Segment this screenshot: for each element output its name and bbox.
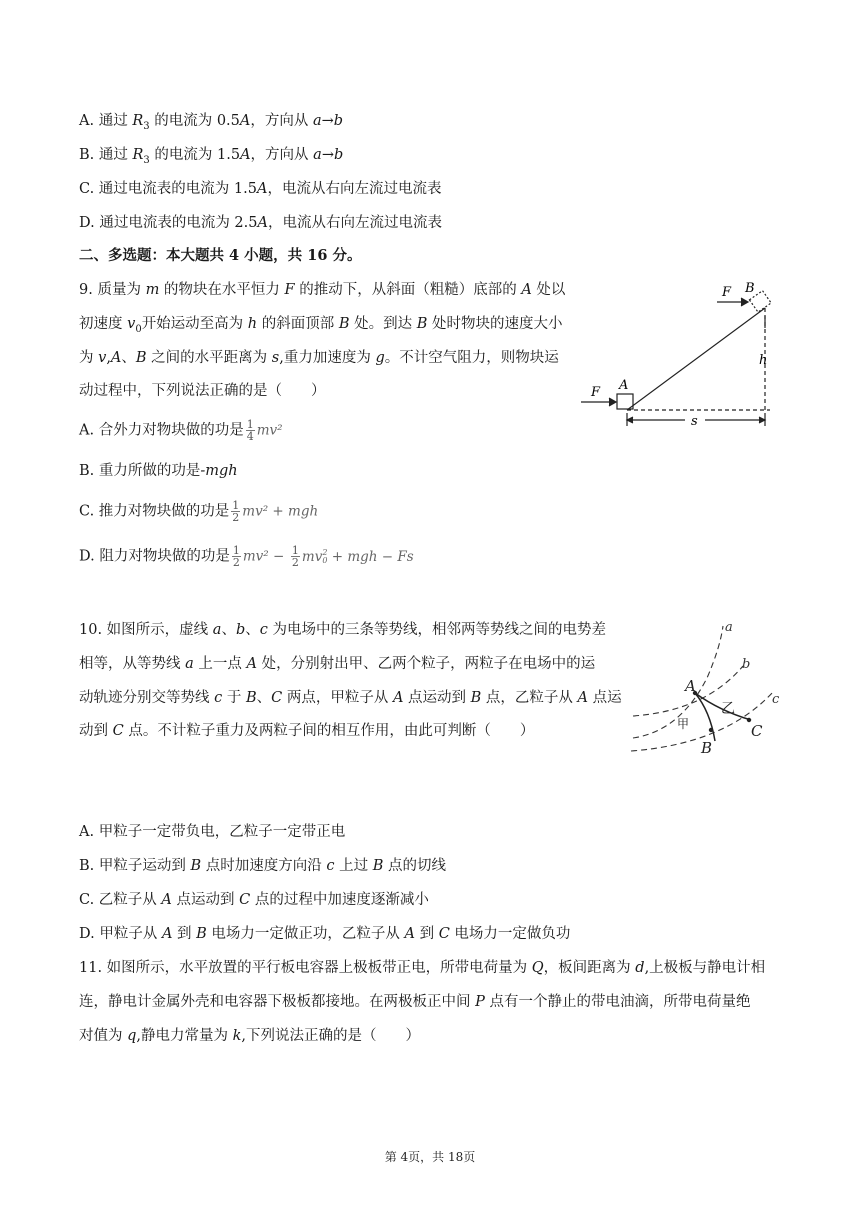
page-footer: 第 4页，共 18页 bbox=[384, 1150, 476, 1164]
q11-stem-line2: 连，静电计金属外壳和电容器下极板都接地。在两极板正中间 P 点有一个静止的带电油滴，所带电荷量绝 bbox=[79, 994, 751, 1010]
q10-option-d: D. 甲粒子从 A 到 B 电场力一定做正功，乙粒子从 A 到 C 电场力一定做负功 bbox=[79, 926, 571, 942]
q10-option-a: A. 甲粒子一定带负电，乙粒子一定带正电 bbox=[79, 824, 346, 840]
incline-surface bbox=[627, 308, 768, 410]
q9-option-d: D. 阻力对物块做的功是 $\frac{1}{2}$ mv² − $\frac{1}{2}$ mv 2 0 + mgh − Fs bbox=[79, 544, 414, 569]
q10-stem-line3: 动轨迹分别交等势线 c 于 B、C 两点，甲粒子从 A 点运动到 B 点，乙粒子从 A 点运 bbox=[79, 690, 622, 706]
force-arrowhead-top bbox=[741, 298, 748, 306]
force-arrowhead-bottom bbox=[609, 398, 616, 406]
q10-stem-line2: 相等，从等势线 a 上一点 A 处，分别射出甲、乙两个粒子，两粒子在电场中的运 bbox=[79, 656, 596, 672]
label-f-bottom: F bbox=[591, 385, 601, 400]
label-line-a: a bbox=[725, 620, 733, 635]
point-b bbox=[709, 728, 713, 732]
q9-stem-line3: 为 v,A、B 之间的水平距离为 s,重力加速度为 g。不计空气阻力，则物块运 bbox=[79, 350, 559, 366]
q8-option-b: B. 通过 $R_3$ 的电流为 1.5A，方向从 a→b bbox=[79, 147, 344, 166]
q9-option-c: C. 推力对物块做的功是 $\frac{1}{2}$ mv² + mgh bbox=[79, 499, 319, 524]
label-a: A bbox=[619, 378, 629, 393]
label-yi: 乙 bbox=[721, 701, 735, 717]
q9-stem-line2: 初速度 $v_0$开始运动至高为 h 的斜面顶部 B 处。到达 B 处时物块的速度大小 bbox=[79, 316, 563, 335]
q11-stem-line1: 11. 如图所示，水平放置的平行板电容器上极板带正电，所带电荷量为 Q，板间距离为 d,上极板与静电计相 bbox=[79, 960, 766, 976]
q8-option-d: D. 通过电流表的电流为 2.5A，电流从右向左流过电流表 bbox=[79, 215, 442, 231]
q9-option-b: B. 重力所做的功是-mgh bbox=[79, 463, 238, 479]
label-line-b: b bbox=[742, 657, 751, 672]
label-point-b: B bbox=[701, 739, 713, 757]
q8-option-c: C. 通过电流表的电流为 1.5A，电流从右向左流过电流表 bbox=[79, 181, 442, 197]
label-f-top: F bbox=[722, 285, 732, 300]
label-s: s bbox=[691, 414, 698, 429]
q10-option-b: B. 甲粒子运动到 B 点时加速度方向沿 c 上过 B 点的切线 bbox=[79, 858, 446, 874]
section-title: 二、多选题：本大题共 4 小题，共 16 分。 bbox=[79, 247, 362, 264]
label-jia: 甲 bbox=[677, 717, 690, 731]
label-b: B bbox=[745, 281, 755, 296]
q9-option-a: A. 合外力对物块做的功是 $\frac{1}{4}$ mv² bbox=[79, 418, 283, 443]
label-point-a: A bbox=[685, 677, 696, 695]
equipotential-diagram bbox=[625, 616, 785, 762]
q8-option-a: A. 通过 $R_3$ 的电流为 0.5A，方向从 a→b bbox=[79, 113, 344, 132]
incline-diagram bbox=[575, 276, 775, 432]
label-line-c: c bbox=[772, 692, 780, 707]
label-h: h bbox=[759, 353, 768, 368]
q9-stem-line1: 9. 质量为 m 的物块在水平恒力 F 的推动下，从斜面（粗糙）底部的 A 处以 bbox=[79, 282, 566, 298]
q10-option-c: C. 乙粒子从 A 点运动到 C 点的过程中加速度逐渐减小 bbox=[79, 892, 429, 908]
q11-stem-line3: 对值为 q,静电力常量为 k,下列说法正确的是（ ） bbox=[79, 1028, 421, 1044]
q10-stem-line4: 动到 C 点。不计粒子重力及两粒子间的相互作用，由此可判断（ ） bbox=[79, 723, 535, 739]
label-point-c: C bbox=[751, 722, 763, 740]
q10-stem-line1: 10. 如图所示，虚线 a、b、c 为电场中的三条等势线，相邻两等势线之间的电势差 bbox=[79, 622, 606, 638]
q9-stem-line4: 动过程中，下列说法正确的是（ ） bbox=[79, 383, 326, 399]
